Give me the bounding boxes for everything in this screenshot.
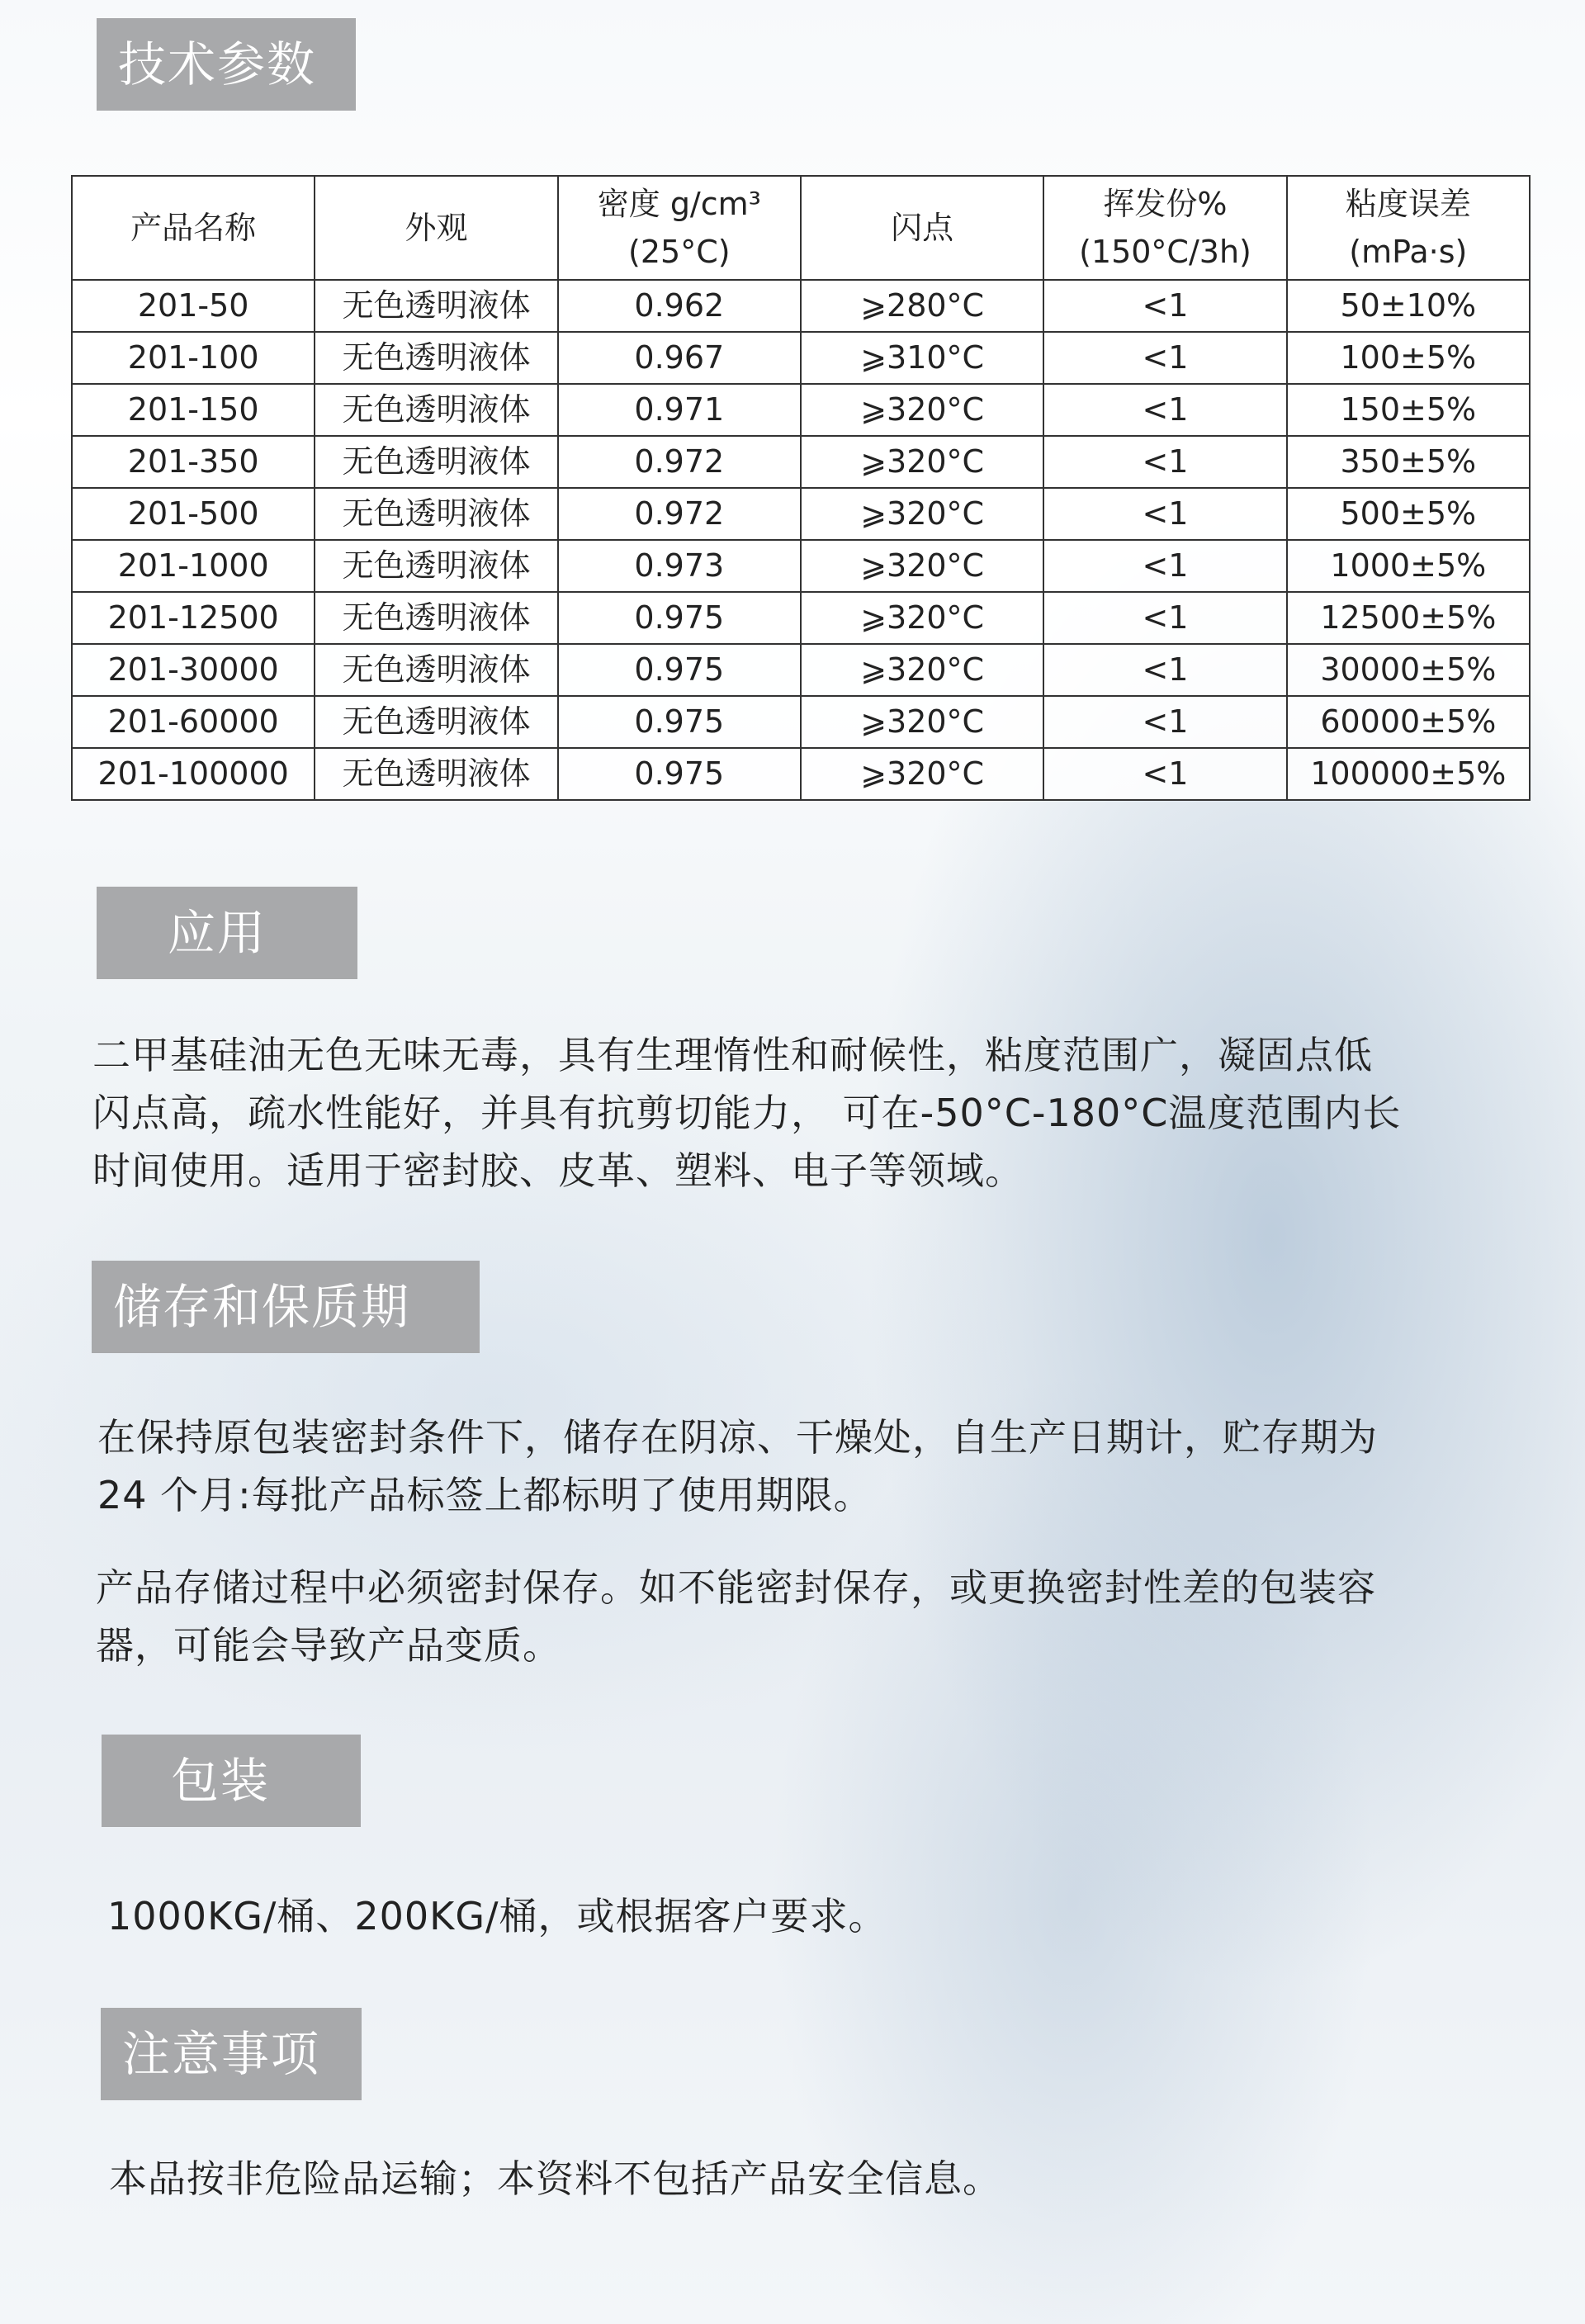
table-cell: 0.962 bbox=[558, 280, 801, 332]
table-cell: 201-1000 bbox=[72, 540, 315, 592]
table-cell: 150±5% bbox=[1287, 384, 1530, 436]
table-cell: 无色透明液体 bbox=[315, 488, 557, 540]
table-cell: 无色透明液体 bbox=[315, 696, 557, 748]
text-line: 二甲基硅油无色无味无毒，具有生理惰性和耐候性，粘度范围广，凝固点低 bbox=[92, 1033, 1373, 1077]
table-cell: 无色透明液体 bbox=[315, 280, 557, 332]
table-cell: 无色透明液体 bbox=[315, 748, 557, 800]
table-cell: 1000±5% bbox=[1287, 540, 1530, 592]
table-cell: 30000±5% bbox=[1287, 644, 1530, 696]
table-cell: 201-12500 bbox=[72, 592, 315, 644]
table-cell: 201-60000 bbox=[72, 696, 315, 748]
header-cell: 闪点 bbox=[801, 176, 1043, 280]
table-cell: ⩾320°C bbox=[801, 644, 1043, 696]
table-cell: ⩾320°C bbox=[801, 696, 1043, 748]
table-cell: 201-350 bbox=[72, 436, 315, 488]
table-cell: 无色透明液体 bbox=[315, 644, 557, 696]
table-cell: 100000±5% bbox=[1287, 748, 1530, 800]
table-cell: <1 bbox=[1043, 280, 1286, 332]
table-row bbox=[72, 540, 1530, 592]
table-cell: 0.972 bbox=[558, 436, 801, 488]
table-cell: 60000±5% bbox=[1287, 696, 1530, 748]
table-row bbox=[72, 748, 1530, 800]
section-title-notes: 注意事项 bbox=[101, 2008, 362, 2100]
section-title-tech: 技术参数 bbox=[97, 18, 356, 111]
text-line: 闪点高，疏水性能好，并具有抗剪切能力， 可在-50°C-180°C温度范围内长 bbox=[92, 1091, 1402, 1135]
table-cell: 201-150 bbox=[72, 384, 315, 436]
table-cell: <1 bbox=[1043, 748, 1286, 800]
table-cell: 201-100 bbox=[72, 332, 315, 384]
table-cell: <1 bbox=[1043, 644, 1286, 696]
spec-table bbox=[71, 175, 1531, 801]
header-cell: 密度 g/cm³ (25°C) bbox=[558, 176, 801, 280]
table-cell: <1 bbox=[1043, 436, 1286, 488]
table-cell: 201-500 bbox=[72, 488, 315, 540]
table-cell: 0.967 bbox=[558, 332, 801, 384]
table-cell: <1 bbox=[1043, 384, 1286, 436]
table-cell: 0.975 bbox=[558, 644, 801, 696]
section-title-packaging: 包装 bbox=[102, 1735, 361, 1827]
table-cell: ⩾320°C bbox=[801, 540, 1043, 592]
table-row bbox=[72, 280, 1530, 332]
table-cell: ⩾320°C bbox=[801, 488, 1043, 540]
table-cell: 100±5% bbox=[1287, 332, 1530, 384]
text-line: 时间使用。适用于密封胶、皮革、塑料、电子等领域。 bbox=[92, 1148, 1024, 1193]
notes-text: 本品按非危险品运输；本资料不包括产品安全信息。 bbox=[109, 2156, 1001, 2201]
text-line: 产品存储过程中必须密封保存。如不能密封保存，或更换密封性差的包装容 bbox=[96, 1565, 1376, 1610]
text-line: 24 个月:每批产品标签上都标明了使用期限。 bbox=[97, 1473, 873, 1517]
storage-paragraph-1 bbox=[97, 1408, 1517, 1524]
table-cell: ⩾320°C bbox=[801, 384, 1043, 436]
table-cell: ⩾320°C bbox=[801, 748, 1043, 800]
header-cell: 外观 bbox=[315, 176, 557, 280]
table-cell: <1 bbox=[1043, 696, 1286, 748]
table-cell: 350±5% bbox=[1287, 436, 1530, 488]
table-cell: 0.972 bbox=[558, 488, 801, 540]
table-cell: 201-50 bbox=[72, 280, 315, 332]
table-cell: 0.975 bbox=[558, 696, 801, 748]
table-cell: ⩾310°C bbox=[801, 332, 1043, 384]
table-cell: <1 bbox=[1043, 488, 1286, 540]
table-cell: 0.975 bbox=[558, 748, 801, 800]
text-line: 在保持原包装密封条件下，储存在阴凉、干燥处，自生产日期计，贮存期为 bbox=[97, 1415, 1378, 1460]
table-cell: 0.973 bbox=[558, 540, 801, 592]
table-cell: ⩾280°C bbox=[801, 280, 1043, 332]
table-cell: <1 bbox=[1043, 540, 1286, 592]
table-cell: <1 bbox=[1043, 332, 1286, 384]
table-row bbox=[72, 696, 1530, 748]
table-cell: ⩾320°C bbox=[801, 592, 1043, 644]
table-cell: <1 bbox=[1043, 592, 1286, 644]
packaging-text: 1000KG/桶、200KG/桶，或根据客户要求。 bbox=[107, 1894, 887, 1938]
header-cell: 粘度误差 (mPa·s) bbox=[1287, 176, 1530, 280]
table-cell: 0.971 bbox=[558, 384, 801, 436]
table-row bbox=[72, 488, 1530, 540]
table-cell: 50±10% bbox=[1287, 280, 1530, 332]
table-cell: 500±5% bbox=[1287, 488, 1530, 540]
header-cell: 挥发份% (150°C/3h) bbox=[1043, 176, 1286, 280]
table-row bbox=[72, 592, 1530, 644]
table-cell: 无色透明液体 bbox=[315, 436, 557, 488]
table-cell: 无色透明液体 bbox=[315, 332, 557, 384]
section-title-storage: 储存和保质期 bbox=[92, 1261, 480, 1353]
section-title-application: 应用 bbox=[97, 887, 357, 979]
table-row bbox=[72, 384, 1530, 436]
text-line: 器，可能会导致产品变质。 bbox=[96, 1623, 561, 1668]
header-cell: 产品名称 bbox=[72, 176, 315, 280]
table-header-row bbox=[72, 176, 1530, 280]
storage-paragraph-2 bbox=[96, 1559, 1516, 1674]
table-cell: 无色透明液体 bbox=[315, 384, 557, 436]
table-cell: 201-30000 bbox=[72, 644, 315, 696]
table-row bbox=[72, 436, 1530, 488]
table-cell: 201-100000 bbox=[72, 748, 315, 800]
table-row bbox=[72, 332, 1530, 384]
table-cell: 0.975 bbox=[558, 592, 801, 644]
table-cell: 无色透明液体 bbox=[315, 592, 557, 644]
table-cell: ⩾320°C bbox=[801, 436, 1043, 488]
table-cell: 12500±5% bbox=[1287, 592, 1530, 644]
table-row bbox=[72, 644, 1530, 696]
table-cell: 无色透明液体 bbox=[315, 540, 557, 592]
application-paragraph bbox=[92, 1026, 1512, 1200]
